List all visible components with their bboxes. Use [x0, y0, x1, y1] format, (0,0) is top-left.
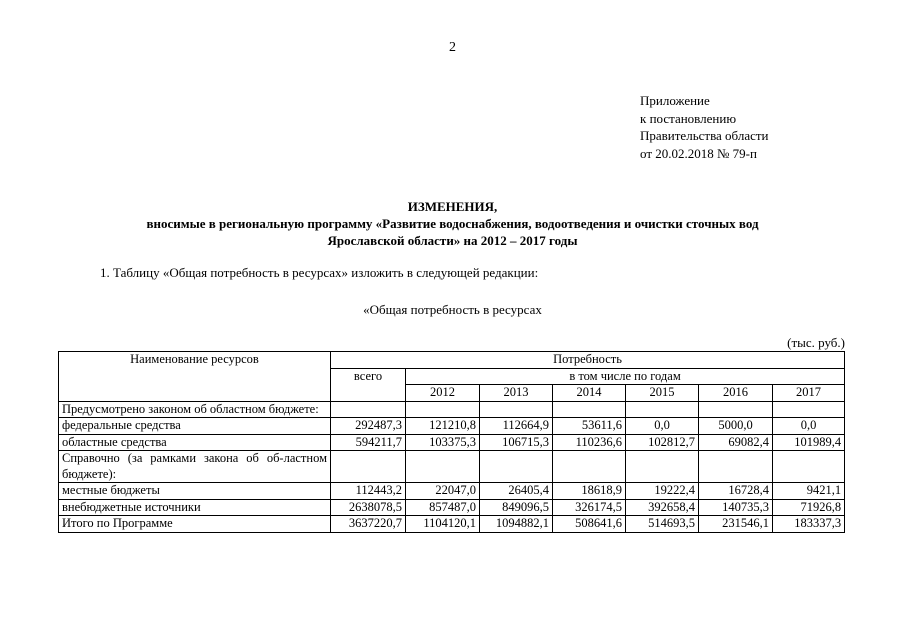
row-label: федеральные средства	[59, 418, 331, 435]
row-label: местные бюджеты	[59, 483, 331, 500]
value-cell: 140735,3	[699, 499, 773, 516]
value-cell: 326174,5	[553, 499, 626, 516]
value-cell: 508641,6	[553, 516, 626, 533]
table-row	[59, 418, 845, 435]
value-cell: 2638078,5	[331, 499, 406, 516]
value-cell: 71926,8	[773, 499, 845, 516]
header-total-cell: всего	[331, 368, 406, 401]
empty-cell	[553, 451, 626, 483]
section-label: Справочно (за рамками закона об об-ластном бюджете):	[59, 451, 331, 483]
value-cell: 0,0	[626, 418, 699, 435]
instruction-paragraph: 1. Таблицу «Общая потребность в ресурсах» изложить в следующей редакции:	[100, 265, 539, 280]
empty-cell	[480, 401, 553, 418]
value-cell: 514693,5	[626, 516, 699, 533]
empty-cell	[626, 451, 699, 483]
value-cell: 69082,4	[699, 434, 773, 451]
value-cell: 392658,4	[626, 499, 699, 516]
value-cell: 19222,4	[626, 483, 699, 500]
value-cell: 106715,3	[480, 434, 553, 451]
empty-cell	[553, 401, 626, 418]
document-title	[0, 198, 905, 249]
empty-cell	[699, 451, 773, 483]
title-subheading: Ярославской области» на 2012 – 2017 годы	[327, 233, 578, 248]
row-label: областные средства	[59, 434, 331, 451]
value-cell: 1104120,1	[406, 516, 480, 533]
table-header-row	[59, 352, 845, 369]
value-cell: 110236,6	[553, 434, 626, 451]
header-name-cell: Наименование ресурсов	[59, 352, 331, 402]
appendix-date-line: от 20.02.2018 № 79-п	[640, 145, 757, 161]
year-cell: 2015	[626, 385, 699, 402]
year-cell: 2016	[699, 385, 773, 402]
header-years-cell: в том числе по годам	[406, 368, 845, 385]
year-cell: 2012	[406, 385, 480, 402]
section-row	[59, 401, 845, 418]
value-cell: 22047,0	[406, 483, 480, 500]
empty-cell	[626, 401, 699, 418]
resources-table	[58, 351, 845, 533]
year-cell: 2014	[553, 385, 626, 402]
value-cell: 1094882,1	[480, 516, 553, 533]
title-heading: ИЗМЕНЕНИЯ,	[407, 199, 498, 214]
header-need-cell: Потребность	[331, 352, 845, 369]
value-cell: 292487,3	[331, 418, 406, 435]
table-row	[59, 434, 845, 451]
empty-cell	[773, 451, 845, 483]
appendix-line: к постановлению	[640, 110, 737, 126]
empty-cell	[480, 451, 553, 483]
table-row	[59, 483, 845, 500]
empty-cell	[406, 401, 480, 418]
empty-cell	[773, 401, 845, 418]
value-cell: 121210,8	[406, 418, 480, 435]
value-cell: 26405,4	[480, 483, 553, 500]
value-cell: 231546,1	[699, 516, 773, 533]
year-cell: 2013	[480, 385, 553, 402]
table-row	[59, 499, 845, 516]
value-cell: 5000,0	[699, 418, 773, 435]
value-cell: 0,0	[773, 418, 845, 435]
year-cell: 2017	[773, 385, 845, 402]
value-cell: 3637220,7	[331, 516, 406, 533]
appendix-line: Правительства области	[640, 128, 769, 143]
value-cell: 103375,3	[406, 434, 480, 451]
section-label: Предусмотрено законом об областном бюджете:	[59, 401, 331, 418]
value-cell: 18618,9	[553, 483, 626, 500]
empty-cell	[331, 401, 406, 418]
empty-cell	[331, 451, 406, 483]
value-cell: 16728,4	[699, 483, 773, 500]
units-label: (тыс. руб.)	[787, 335, 845, 350]
value-cell: 9421,1	[773, 483, 845, 500]
empty-cell	[406, 451, 480, 483]
row-label: внебюджетные источники	[59, 499, 331, 516]
page-number: 2	[449, 40, 456, 55]
row-label: Итого по Программе	[59, 516, 331, 533]
value-cell: 101989,4	[773, 434, 845, 451]
value-cell: 53611,6	[553, 418, 626, 435]
value-cell: 594211,7	[331, 434, 406, 451]
value-cell: 112664,9	[480, 418, 553, 435]
table-total-row	[59, 516, 845, 533]
value-cell: 112443,2	[331, 483, 406, 500]
appendix-line: Приложение	[640, 93, 710, 108]
table-caption: «Общая потребность в ресурсах	[363, 302, 542, 317]
empty-cell	[699, 401, 773, 418]
title-subheading: вносимые в региональную программу «Развитие водоснабжения, водоотведения и очистки сточных вод	[146, 216, 759, 231]
value-cell: 102812,7	[626, 434, 699, 451]
value-cell: 857487,0	[406, 499, 480, 516]
section-row	[59, 451, 845, 483]
value-cell: 183337,3	[773, 516, 845, 533]
value-cell: 849096,5	[480, 499, 553, 516]
appendix-block	[640, 92, 769, 162]
